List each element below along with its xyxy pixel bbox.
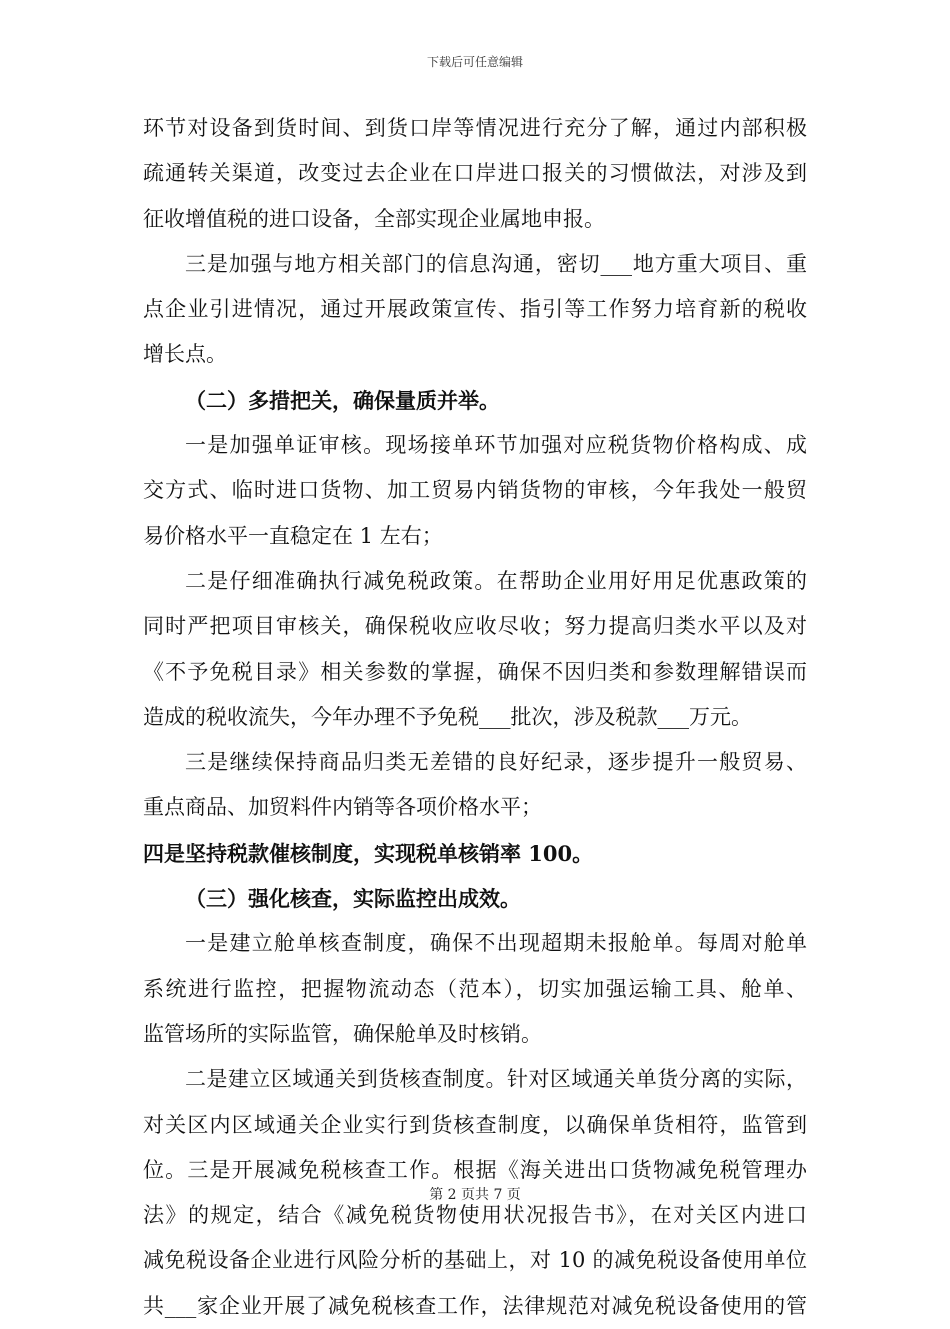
- paragraph-line: 监管场所的实际监管，确保舱单及时核销。: [143, 1021, 542, 1046]
- paragraph-line: 一是加强单证审核。现场接单环节加强对应税货物价格构成、成: [185, 433, 807, 458]
- paragraph-line: 疏通转关渠道，改变过去企业在口岸进口报关的习惯做法，对涉及到: [143, 161, 807, 186]
- paragraph-line: 同时严把项目审核关，确保税收应收尽收；努力提高归类水平以及对: [143, 614, 807, 639]
- paragraph-line: 造成的税收流失，今年办理不予免税___批次，涉及税款___万元。: [143, 704, 752, 729]
- paragraph-line: 二是仔细准确执行减免税政策。在帮助企业用好用足优惠政策的: [185, 568, 807, 593]
- paragraph-line: 减免税设备企业进行风险分析的基础上，对 10 的减免税设备使用单位: [143, 1248, 807, 1273]
- paragraph-line: 一是建立舱单核查制度，确保不出现超期未报舱单。每周对舱单: [185, 931, 807, 956]
- document-body: [143, 106, 807, 1329]
- paragraph-line: 增长点。: [143, 342, 227, 367]
- paragraph-line: 征收增值税的进口设备，全部实现企业属地申报。: [143, 206, 605, 231]
- paragraph-line: 三是继续保持商品归类无差错的良好纪录，逐步提升一般贸易、: [185, 750, 807, 775]
- paragraph-line: 点企业引进情况，通过开展政策宣传、指引等工作努力培育新的税收: [143, 297, 807, 322]
- paragraph-line: 共___家企业开展了减免税核查工作，法律规范对减免税设备使用的管: [143, 1293, 807, 1318]
- paragraph-line: 法》的规定，结合《减免税货物使用状况报告书》，在对关区内进口: [143, 1203, 807, 1228]
- page-footer: 第 2 页共 7 页: [429, 1187, 521, 1203]
- paragraph-line: 三是加强与地方相关部门的信息沟通，密切___地方重大项目、重: [185, 251, 807, 276]
- section-heading-line: （三）强化核查，实际监控出成效。: [185, 886, 521, 912]
- paragraph-line: 对关区内区域通关企业实行到货核查制度，以确保单货相符，监管到: [143, 1112, 807, 1137]
- paragraph-line: 《不予免税目录》相关参数的掌握，确保不因归类和参数理解错误而: [143, 659, 807, 684]
- paragraph-line: 重点商品、加贸料件内销等各项价格水平；: [143, 795, 542, 820]
- paragraph-line: 系统进行监控，把握物流动态（范本），切实加强运输工具、舱单、: [143, 976, 807, 1001]
- paragraph-line: 交方式、临时进口货物、加工贸易内销货物的审核，今年我处一般贸: [143, 478, 807, 503]
- paragraph-line: 环节对设备到货时间、到货口岸等情况进行充分了解，通过内部积极: [143, 116, 807, 140]
- paragraph-line: 位。三是开展减免税核查工作。根据《海关进出口货物减免税管理办: [143, 1157, 807, 1182]
- section-heading-line: （二）多措把关，确保量质并举。: [185, 387, 500, 413]
- paragraph-line: 二是建立区域通关到货核查制度。针对区域通关单货分离的实际，: [185, 1067, 807, 1092]
- section-heading-line: 四是坚持税款催核制度，实现税单核销率 100。: [143, 840, 594, 866]
- page-header: 下载后可任意编辑: [426, 55, 523, 69]
- paragraph-line: 易价格水平一直稳定在 1 左右；: [143, 523, 443, 548]
